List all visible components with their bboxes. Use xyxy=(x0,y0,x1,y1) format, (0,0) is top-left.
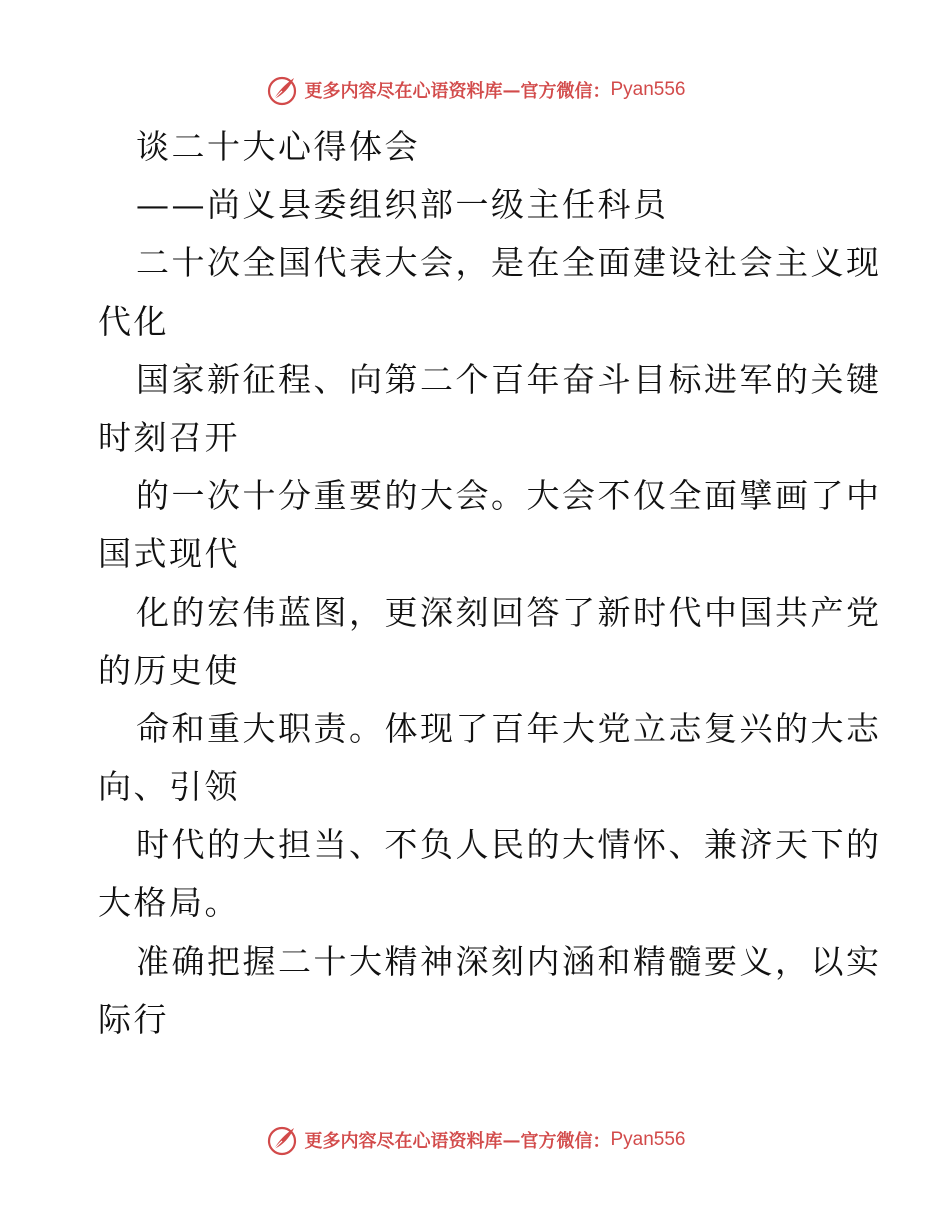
site-name-text: 更多内容尽在心语资料库 xyxy=(304,81,503,102)
text-line: 的历史使 xyxy=(98,650,240,690)
text-line: 化的宏伟蓝图，更深刻回答了新时代中国共产党 xyxy=(136,592,882,632)
text-line: 命和重大职责。体现了百年大党立志复兴的大志 xyxy=(136,708,882,748)
site-name-text: 更多内容尽在心语资料库 xyxy=(304,1131,503,1152)
wechat-id-text: Pyan556 xyxy=(610,1129,686,1150)
quill-pen-logo-icon xyxy=(264,1122,300,1158)
text-line: 大格局。 xyxy=(98,883,240,923)
text-line: 国式现代 xyxy=(98,534,240,574)
wechat-label-text: 官方微信： xyxy=(520,81,611,102)
text-line: 向、引领 xyxy=(98,767,240,807)
dash-separator: — xyxy=(502,79,521,101)
wechat-id-text: Pyan556 xyxy=(610,79,686,100)
text-line: 际行 xyxy=(98,999,169,1039)
quill-pen-logo-icon xyxy=(264,72,300,108)
document-body xyxy=(98,118,882,1049)
header-watermark-banner xyxy=(0,70,950,110)
text-line: 代化 xyxy=(98,301,169,341)
text-line: ——尚义县委组织部一级主任科员 xyxy=(136,185,669,225)
footer-watermark-banner xyxy=(0,1120,950,1160)
text-line: 时刻召开 xyxy=(98,417,240,457)
text-line: 的一次十分重要的大会。大会不仅全面擘画了中 xyxy=(136,476,882,516)
text-line: 时代的大担当、不负人民的大情怀、兼济天下的 xyxy=(136,825,882,865)
text-line: 谈二十大心得体会 xyxy=(136,127,420,166)
dash-separator: — xyxy=(502,1129,521,1151)
text-line: 国家新征程、向第二个百年奋斗目标进军的关键 xyxy=(136,359,882,399)
text-line: 二十次全国代表大会，是在全面建设社会主义现 xyxy=(136,243,882,283)
wechat-label-text: 官方微信： xyxy=(520,1131,611,1152)
text-line: 准确把握二十大精神深刻内涵和精髓要义，以实 xyxy=(136,941,882,981)
